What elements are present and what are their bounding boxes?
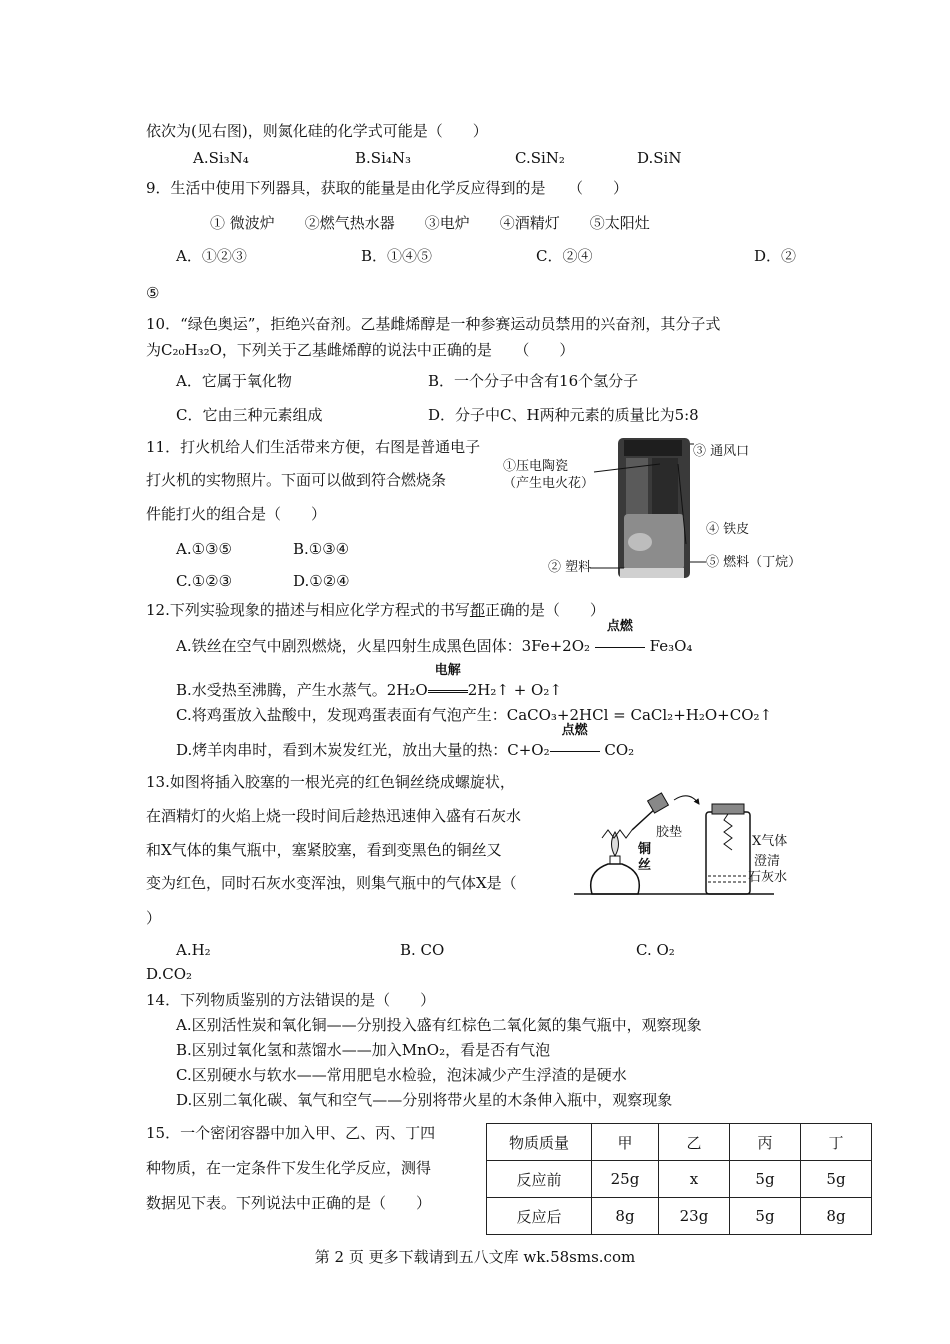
reaction-condition-a: 点燃 <box>606 619 633 634</box>
q13-stem-line5: ） <box>146 909 162 927</box>
lighter-label-plastic: ② 塑料 <box>548 560 592 575</box>
q11-option-c: C.①②③ <box>176 572 233 590</box>
table-cell: 5g <box>801 1161 872 1198</box>
table-header-cell: 物质质量 <box>487 1124 592 1161</box>
q9-items: ① 微波炉 ②燃气热水器 ③电炉 ④酒精灯 ⑤太阳灶 <box>210 214 650 232</box>
q15-data-table <box>486 1123 872 1235</box>
q8-stem: 依次为(见右图)，则氮化硅的化学式可能是（ ） <box>146 122 488 140</box>
q13-apparatus-figure <box>574 790 774 900</box>
table-cell: x <box>659 1161 730 1198</box>
table-row <box>487 1161 872 1198</box>
q9-option-d-wrap: ⑤ <box>146 284 160 302</box>
label-wire-2: 丝 <box>638 858 652 873</box>
table-cell: 8g <box>592 1198 659 1235</box>
label-limewater-2: 石灰水 <box>748 870 788 885</box>
q9-option-d: D．② <box>754 247 797 265</box>
q13-option-d: D.CO₂ <box>146 965 193 983</box>
q9-option-b: B．①④⑤ <box>361 247 433 265</box>
table-header-cell: 乙 <box>659 1124 730 1161</box>
q10-option-d: D．分子中C、H两种元素的质量比为5:8 <box>428 406 699 424</box>
q10-stem-line2: 为C₂₀H₃₂O，下列关于乙基雌烯醇的说法中正确的是 （ ） <box>146 341 575 359</box>
lighter-label-iron: ④ 铁皮 <box>706 522 750 537</box>
table-cell: 23g <box>659 1198 730 1235</box>
q13-option-b: B. CO <box>400 941 445 959</box>
q9-option-c: C．②④ <box>536 247 593 265</box>
q12-stem: 12.下列实验现象的描述与相应化学方程式的书写都正确的是（ ） <box>146 601 605 619</box>
q11-stem-line2: 打火机的实物照片。下面可以做到符合燃烧条 <box>146 471 447 489</box>
table-row <box>487 1198 872 1235</box>
q11-stem-line3: 件能打火的组合是（ ） <box>146 505 327 523</box>
q13-stem-line1: 13.如图将插入胶塞的一根光亮的红色铜丝绕成螺旋状， <box>146 773 515 791</box>
table-header-cell: 丙 <box>730 1124 801 1161</box>
q12-option-b: B.水受热至沸腾，产生水蒸气。2H₂O 电解 2H₂↑ + O₂↑ <box>176 663 562 699</box>
rubber-plug <box>648 793 669 813</box>
page-footer: 第 2 页 更多下载请到五八文库 wk.58sms.com <box>314 1248 636 1266</box>
q11-option-d: D.①②④ <box>293 572 350 590</box>
q12-emphasis: 都 <box>469 601 485 619</box>
q15-stem-line3: 数据见下表。下列说法中正确的是（ ） <box>146 1194 432 1212</box>
q13-stem-line3: 和X气体的集气瓶中，塞紧胶塞，看到变黑色的铜丝又 <box>146 841 502 859</box>
q14-option-b: B.区别过氧化氢和蒸馏水——加入MnO₂，看是否有气泡 <box>176 1041 551 1059</box>
table-cell: 25g <box>592 1161 659 1198</box>
q12-option-c: C.将鸡蛋放入盐酸中，发现鸡蛋表面有气泡产生：CaCO₃+2HCl = CaCl₂+H₂O+CO₂↑ <box>176 706 773 724</box>
q14-option-a: A.区别活性炭和氧化铜——分别投入盛有红棕色二氧化氮的集气瓶中，观察现象 <box>176 1016 702 1034</box>
q9-option-a: A．①②③ <box>176 247 247 265</box>
q12-option-a: A.铁丝在空气中剧烈燃烧，火星四射生成黑色固体：3Fe+2O₂ 点燃 Fe₃O₄ <box>176 619 693 655</box>
table-header-row <box>487 1124 872 1161</box>
q10-option-c: C．它由三种元素组成 <box>176 406 323 424</box>
q8-option-b: B.Si₄N₃ <box>355 149 412 167</box>
q8-option-d: D.SiN <box>637 149 682 167</box>
q15-stem-line2: 种物质，在一定条件下发生化学反应，测得 <box>146 1159 432 1177</box>
reaction-condition-b: 电解 <box>434 663 461 678</box>
label-wire-1: 铜 <box>638 842 652 857</box>
q11-option-a: A.①③⑤ <box>176 540 232 558</box>
q13-stem-line4: 变为红色，同时石灰水变浑浊，则集气瓶中的气体X是（ <box>146 874 517 892</box>
lighter-label-fuel: ⑤ 燃料（丁烷） <box>706 555 802 570</box>
q10-stem-line1: 10．“绿色奥运”，拒绝兴奋剂。乙基雌烯醇是一种参赛运动员禁用的兴奋剂，其分子式 <box>146 315 721 333</box>
table-header-cell: 甲 <box>592 1124 659 1161</box>
lighter-label-vent: ③ 通风口 <box>693 444 750 459</box>
label-plug: 胶垫 <box>656 825 683 840</box>
table-cell: 5g <box>730 1198 801 1235</box>
q15-stem-line1: 15．一个密闭容器中加入甲、乙、丙、丁四 <box>146 1124 436 1142</box>
q8-option-c: C.SiN₂ <box>515 149 565 167</box>
q14-stem: 14．下列物质鉴别的方法错误的是（ ） <box>146 991 436 1009</box>
lighter-label-ceramic: ①压电陶瓷 <box>503 459 569 474</box>
label-x-gas: X气体 <box>752 834 788 849</box>
q13-option-c: C. O₂ <box>636 941 675 959</box>
q14-option-c: C.区别硬水与软水——常用肥皂水检验，泡沫减少产生浮渣的是硬水 <box>176 1066 627 1084</box>
q13-option-a: A.H₂ <box>176 941 211 959</box>
q13-stem-line2: 在酒精灯的火焰上烧一段时间后趁热迅速伸入盛有石灰水 <box>146 807 522 825</box>
table-cell: 反应前 <box>487 1161 592 1198</box>
alcohol-lamp <box>591 864 640 894</box>
lighter-label-ceramic-note: （产生电火花） <box>503 476 595 491</box>
table-cell: 5g <box>730 1161 801 1198</box>
label-limewater-1: 澄清 <box>754 854 781 869</box>
q11-stem-line1: 11．打火机给人们生活带来方便，右图是普通电子 <box>146 438 481 456</box>
q8-option-a: A.Si₃N₄ <box>193 149 249 167</box>
q14-option-d: D.区别二氧化碳、氧气和空气——分别将带火星的木条伸入瓶中，观察现象 <box>176 1091 673 1109</box>
q10-option-a: A．它属于氧化物 <box>176 372 292 390</box>
table-header-cell: 丁 <box>801 1124 872 1161</box>
q9-stem: 9．生活中使用下列器具，获取的能量是由化学反应得到的是 （ ） <box>146 179 629 197</box>
reaction-condition-d: 点燃 <box>561 723 588 738</box>
q12-option-d: D.烤羊肉串时，看到木炭发红光，放出大量的热：C+O₂ 点燃 CO₂ <box>176 723 635 759</box>
table-cell: 8g <box>801 1198 872 1235</box>
q11-option-b: B.①③④ <box>293 540 350 558</box>
table-cell: 反应后 <box>487 1198 592 1235</box>
q10-option-b: B．一个分子中含有16个氢分子 <box>428 372 639 390</box>
